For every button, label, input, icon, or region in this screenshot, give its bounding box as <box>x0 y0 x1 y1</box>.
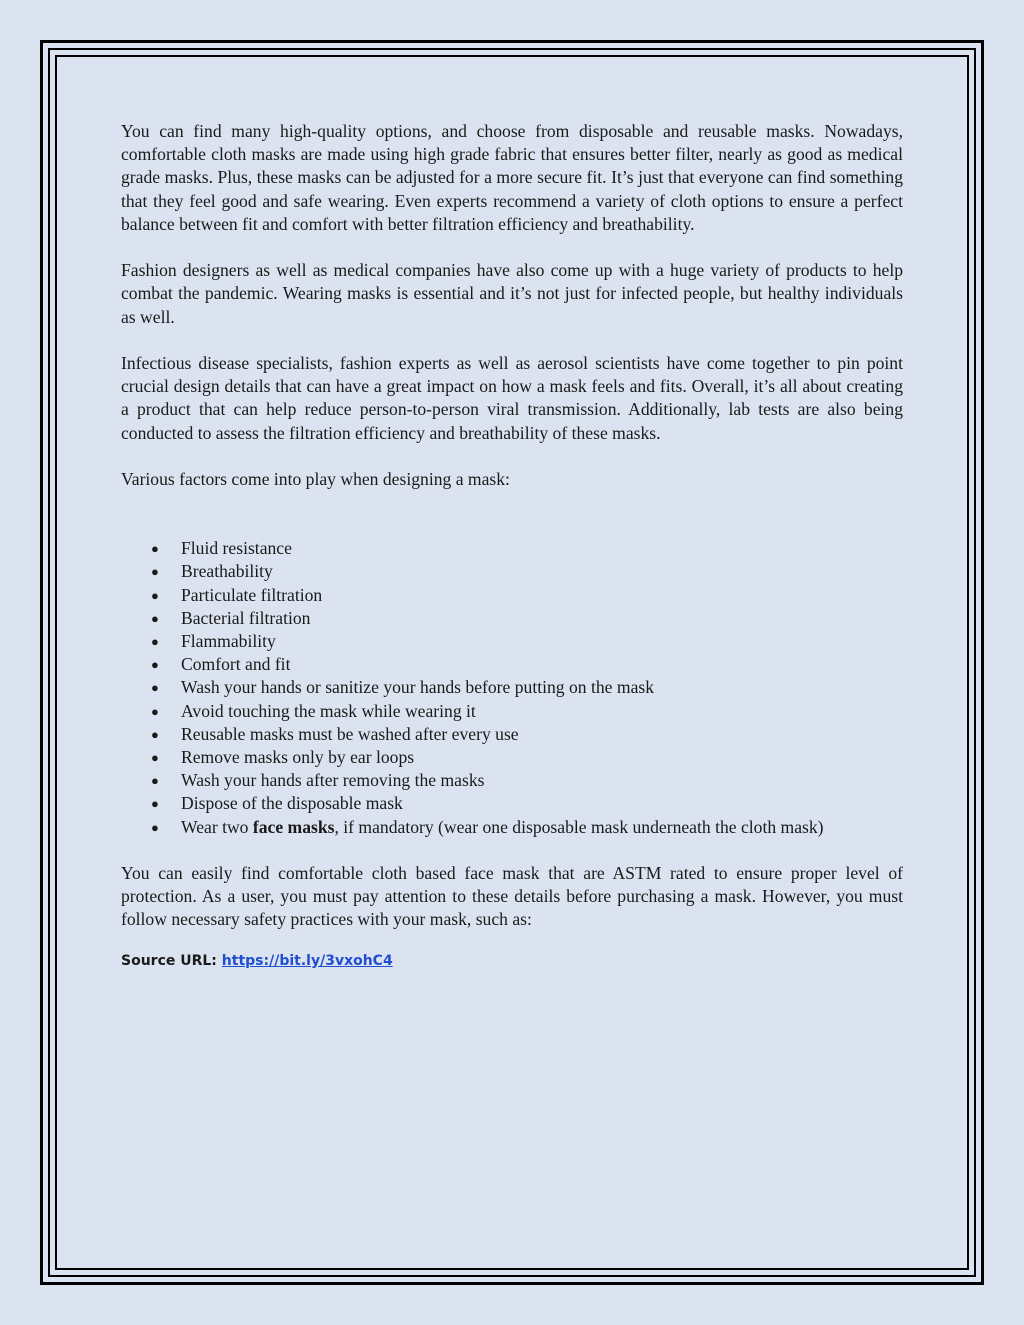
list-item: ● Breathability <box>121 560 903 583</box>
bullet-icon: ● <box>151 657 159 673</box>
list-item: ● Particulate filtration <box>121 584 903 607</box>
bullet-icon: ● <box>151 726 159 742</box>
source-label: Source URL: <box>121 952 217 969</box>
bullet-icon: ● <box>151 703 159 719</box>
paragraph-specialists: Infectious disease specialists, fashion experts as well as aerosol scientists have come together to pin point crucial design details that can have a great impact on how a mask feels and fits. Overall, it’s all about creating a product that can help reduce person-to-person viral transmission. Additionally, lab tests are also being conducted to assess the filtration efficiency and breathability of these masks. <box>121 353 903 443</box>
list-item: ● Flammability <box>121 630 903 653</box>
list-item: ● Fluid resistance <box>121 537 903 560</box>
paragraph-closing: You can easily find comfortable cloth based face mask that are ASTM rated to ensure proper level of protection. As a user, you must pay attention to these details before purchasing a mask. However, you must follow necessary safety practices with your mask, such as: <box>121 863 903 930</box>
list-item: ● Reusable masks must be washed after every use <box>121 723 903 746</box>
list-item: ● Bacterial filtration <box>121 607 903 630</box>
paragraph-factors-intro: Various factors come into play when designing a mask: <box>121 469 510 489</box>
bullet-icon: ● <box>151 680 159 696</box>
bullet-icon: ● <box>151 773 159 789</box>
bullet-icon: ● <box>151 564 159 580</box>
source-line <box>121 951 903 971</box>
paragraph-mask-options: You can find many high-quality options, and choose from disposable and reusable masks. Nowadays, comfortable cloth masks are made using high grade fabric that ensures better filter, nearly as good as medical grade masks. Plus, these masks can be adjusted for a more secure fit. It’s just that everyone can find something that they feel good and safe wearing. Even experts recommend a variety of cloth options to ensure a perfect balance between fit and comfort with better filtration efficiency and breathability. <box>121 121 903 234</box>
bullet-icon: ● <box>151 634 159 650</box>
list-item: ● Avoid touching the mask while wearing it <box>121 700 903 723</box>
bullet-icon: ● <box>151 541 159 557</box>
list-item: ● Wash your hands or sanitize your hands before putting on the mask <box>121 676 903 699</box>
bold-face-masks: face masks <box>252 816 335 837</box>
list-item: ● Dispose of the disposable mask <box>121 792 903 815</box>
source-link[interactable]: https://bit.ly/3vxohC4 <box>221 952 393 969</box>
bullet-icon: ● <box>151 796 159 812</box>
bullet-icon: ● <box>151 819 159 835</box>
document-body <box>121 120 903 971</box>
bullet-icon: ● <box>151 587 159 603</box>
factors-list <box>121 537 903 839</box>
bullet-icon: ● <box>151 610 159 626</box>
list-item-wear-two-masks: ● Wear two face masks, if mandatory (wear one disposable mask underneath the cloth mask) <box>121 816 903 839</box>
list-item: ● Comfort and fit <box>121 653 903 676</box>
list-item: ● Wash your hands after removing the masks <box>121 769 903 792</box>
paragraph-fashion-designers: Fashion designers as well as medical companies have also come up with a huge variety of products to help combat the pandemic. Wearing masks is essential and it’s not just for infected people, but healthy individuals as well. <box>121 260 903 327</box>
bullet-icon: ● <box>151 750 159 766</box>
list-item: ● Remove masks only by ear loops <box>121 746 903 769</box>
